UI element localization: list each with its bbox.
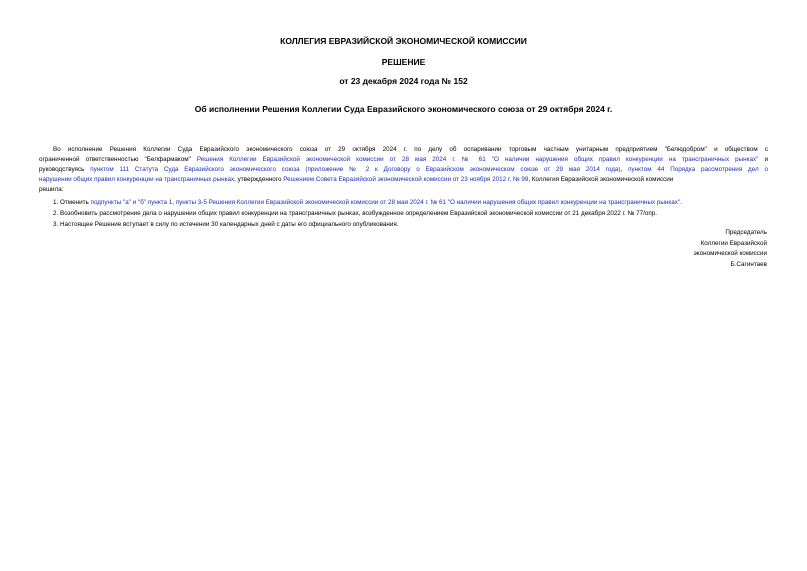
link-subpoints-a-b[interactable]: подпункты "а" и "б" пункта 1 [90, 199, 173, 206]
document-type-heading: РЕШЕНИЕ [381, 57, 426, 67]
intro-text: , [620, 166, 629, 173]
organization-heading: КОЛЛЕГИЯ ЕВРАЗИЙСКОЙ ЭКОНОМИЧЕСКОЙ КОМИССИИ [280, 36, 527, 46]
decision-points [53, 197, 773, 230]
point-text: . [680, 199, 682, 206]
intro-text: , Коллегия Евразийской экономической комиссии [528, 176, 674, 183]
link-council-decision-99[interactable]: Решением Совета Евразийской экономической комиссии от 23 ноября 2012 г. № 99 [283, 176, 529, 183]
intro-line-5: решила: [39, 186, 64, 193]
signature-body: Коллегии Евразийской [700, 239, 767, 247]
link-court-statute-point-111[interactable]: пунктом 111 Статута Суда Евразийского экономического союза (приложение № 2 к Договору о Евразийском экономическом союзе от 29 мая 2014 года) [90, 166, 621, 173]
link-procedure-point-44-cont[interactable]: нарушении общих правил конкуренции на трансграничных рынках [39, 176, 235, 183]
intro-line-4 [39, 175, 768, 185]
link-procedure-point-44[interactable]: пунктом 44 Порядка рассмотрения дел о [628, 166, 768, 173]
intro-line-3 [39, 165, 768, 175]
signature-block [694, 228, 767, 270]
link-points-3-5[interactable]: пункты 3-5 Решения Коллегии Евразийской экономической комиссии от 28 мая 2024 г. № 61 "О наличии нарушения общих правил конкуренции на трансграничных рынках" [175, 199, 681, 206]
intro-text: руководствуясь [39, 166, 91, 173]
link-commission-decision-61[interactable]: Решения Коллегии Евразийской экономической комиссии от 28 мая 2024 г. № 61 "О наличии нарушения общих правил конкуренции на трансграничных рынках" [196, 156, 759, 163]
document-title: Об исполнении Решения Коллегии Суда Евразийского экономического союза от 29 октября 2024 г. [194, 104, 613, 114]
intro-paragraph [39, 145, 768, 195]
document-date-number: от 23 декабря 2024 года № 152 [339, 76, 468, 86]
intro-text: ограниченной ответственностью "Белфармаком" [39, 156, 197, 163]
signature-position: Председатель [725, 229, 767, 236]
point-text: 1. Отменить [53, 199, 91, 206]
intro-text: , утвержденного [234, 176, 284, 183]
intro-line-1: Во исполнение Решения Коллегии Суда Евразийского экономического союза от 29 октября 2024 г. по делу об оспаривании торговым частным унитарным предприятием "Белюдобром" и обществом с [53, 146, 768, 153]
signature-body-cont: экономической комиссии [693, 250, 767, 257]
decision-point-3: 3. Настоящее Решение вступает в силу по истечении 30 календарных дней с даты его официального опубликования. [53, 221, 399, 228]
intro-line-2 [39, 155, 768, 165]
decision-point-1 [53, 197, 773, 208]
signature-name: Б.Сагинтаев [730, 260, 767, 268]
intro-text: и [758, 156, 768, 163]
decision-point-2: 2. Возобновить рассмотрение дела о нарушении общих правил конкуренции на трансграничных рынках, возбужденное определением Евразийской экономической комиссии от 21 декабря 2022 г. № 77/опр. [53, 210, 658, 217]
point-text: , [172, 199, 176, 206]
